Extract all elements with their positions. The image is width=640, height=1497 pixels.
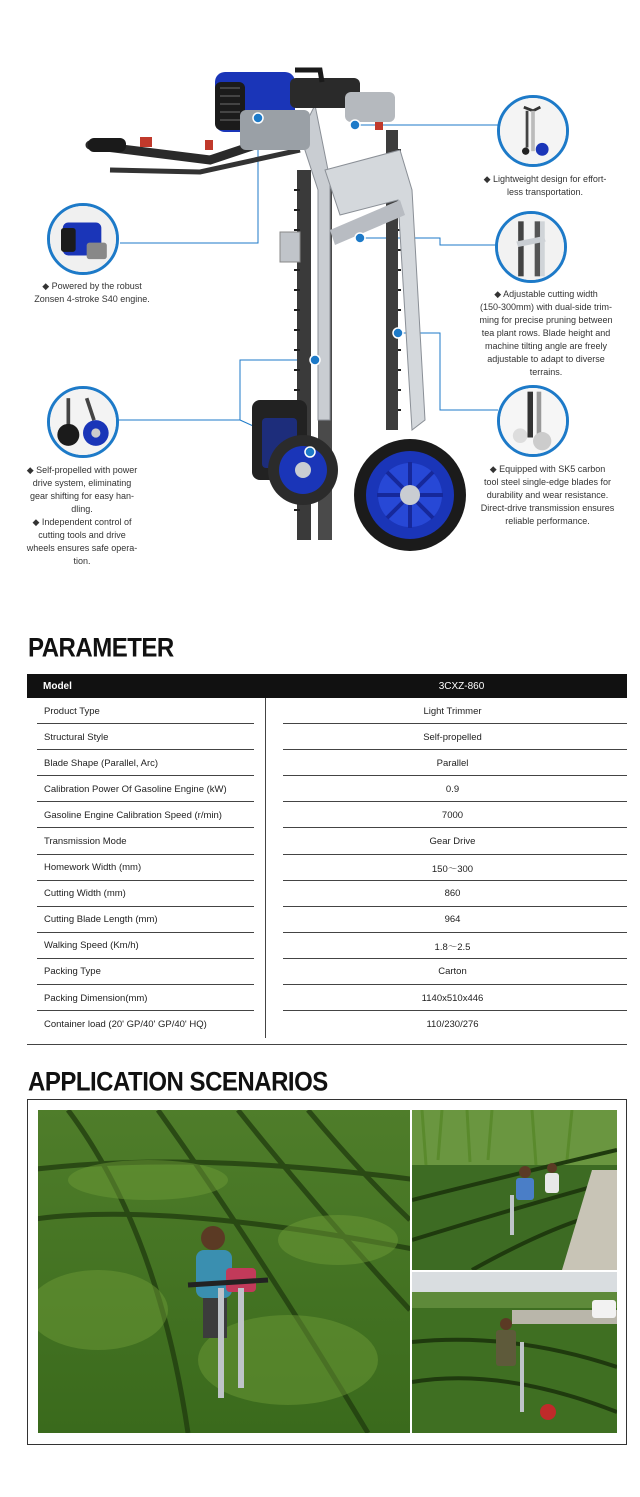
row-value: 1.8～2.5 bbox=[266, 933, 627, 959]
row-value: 7000 bbox=[266, 802, 627, 828]
row-value: Carton bbox=[266, 959, 627, 985]
row-value: Light Trimmer bbox=[266, 698, 627, 724]
table-row bbox=[27, 724, 627, 750]
callout-line: adjustable to adapt to diverse bbox=[487, 354, 605, 364]
row-label: Product Type bbox=[27, 698, 266, 724]
table-row bbox=[27, 828, 627, 854]
engine-callout bbox=[22, 280, 162, 306]
product-hero bbox=[0, 0, 640, 600]
row-value: 110/230/276 bbox=[426, 1018, 479, 1030]
table-row bbox=[27, 1011, 627, 1037]
parameter-table bbox=[27, 674, 627, 1045]
cutting-callout bbox=[466, 288, 626, 379]
row-label: Walking Speed (Km/h) bbox=[27, 933, 266, 959]
row-label: Cutting Width (mm) bbox=[27, 881, 266, 907]
drive-callout bbox=[17, 464, 147, 568]
parameter-table-body bbox=[27, 698, 627, 1044]
table-row bbox=[27, 776, 627, 802]
row-value: 150～300 bbox=[266, 855, 627, 881]
callout-line: less transportation. bbox=[506, 187, 584, 197]
callout-line: ◆ Powered by the robust bbox=[42, 281, 142, 291]
drive-system-detail-image bbox=[47, 386, 119, 458]
callout-line: ◆ Self-propelled with power bbox=[26, 465, 138, 475]
model-label: Model bbox=[43, 680, 72, 692]
callout-line: dling. bbox=[71, 504, 93, 514]
lightweight-callout bbox=[470, 173, 620, 199]
callout-line: ◆ Adjustable cutting width bbox=[494, 289, 598, 299]
row-value: 860 bbox=[266, 881, 627, 907]
parameter-table-header bbox=[27, 674, 627, 698]
callout-line: Direct-drive transmission ensures bbox=[480, 503, 615, 513]
cutting-width-detail-image bbox=[495, 211, 567, 283]
blade-callout bbox=[470, 463, 625, 528]
table-row bbox=[27, 881, 627, 907]
table-row bbox=[27, 959, 627, 985]
row-label: Gasoline Engine Calibration Speed (r/min) bbox=[27, 802, 266, 828]
row-label: Calibration Power Of Gasoline Engine (kW) bbox=[27, 776, 266, 802]
callout-line: Zonsen 4-stroke S40 engine. bbox=[34, 294, 150, 304]
row-value: Gear Drive bbox=[266, 828, 627, 854]
row-label: Structural Style bbox=[27, 724, 266, 750]
callout-line: gear shifting for easy han- bbox=[29, 491, 135, 501]
callout-line: reliable performance. bbox=[505, 516, 590, 526]
callout-line: ◆ Lightweight design for effort- bbox=[483, 174, 607, 184]
blade-detail-image bbox=[497, 385, 569, 457]
callout-line: tool steel single-edge blades for bbox=[483, 477, 612, 487]
application-gallery bbox=[27, 1099, 627, 1445]
tea-field-operator-photo bbox=[38, 1110, 410, 1433]
row-value: Parallel bbox=[266, 750, 627, 776]
callout-line: tea plant rows. Blade height and bbox=[481, 328, 611, 338]
callout-line: cutting tools and drive bbox=[38, 530, 126, 540]
table-row bbox=[27, 907, 627, 933]
table-row bbox=[27, 855, 627, 881]
model-value: 3CXZ-860 bbox=[438, 680, 485, 692]
row-label: Homework Width (mm) bbox=[27, 855, 266, 881]
callout-line: ◆ Equipped with SK5 carbon bbox=[489, 464, 606, 474]
parameter-title: PARAMETER bbox=[28, 633, 174, 664]
callout-line: ming for precise pruning between bbox=[479, 315, 613, 325]
application-title: APPLICATION SCENARIOS bbox=[28, 1067, 328, 1098]
row-label: Cutting Blade Length (mm) bbox=[27, 907, 266, 933]
table-row bbox=[27, 933, 627, 959]
row-value: 964 bbox=[266, 907, 627, 933]
callout-line: terrains. bbox=[529, 367, 563, 377]
row-label: Container load (20' GP/40' GP/40' HQ) bbox=[44, 1018, 207, 1030]
row-label: Transmission Mode bbox=[27, 828, 266, 854]
hillside-trimming-photo bbox=[412, 1272, 617, 1433]
table-row bbox=[27, 750, 627, 776]
engine-detail-image bbox=[47, 203, 119, 275]
table-row bbox=[27, 802, 627, 828]
callout-line: durability and wear resistance. bbox=[486, 490, 609, 500]
lightweight-detail-image bbox=[497, 95, 569, 167]
row-value: Self-propelled bbox=[266, 724, 627, 750]
table-row bbox=[27, 985, 627, 1011]
row-label: Blade Shape (Parallel, Arc) bbox=[27, 750, 266, 776]
row-label: Packing Type bbox=[27, 959, 266, 985]
callout-line: (150-300mm) with dual-side trim- bbox=[479, 302, 613, 312]
row-value: 1140x510x446 bbox=[266, 985, 627, 1011]
table-row bbox=[27, 698, 627, 724]
callout-line: wheels ensures safe opera- bbox=[26, 543, 138, 553]
callout-line: machine tilting angle are freely bbox=[484, 341, 608, 351]
tea-row-trimming-photo bbox=[412, 1110, 617, 1270]
callout-line: tion. bbox=[73, 556, 91, 566]
callout-line: drive system, eliminating bbox=[32, 478, 132, 488]
callout-line: ◆ Independent control of bbox=[32, 517, 132, 527]
row-label: Packing Dimension(mm) bbox=[27, 985, 266, 1011]
row-value: 0.9 bbox=[266, 776, 627, 802]
